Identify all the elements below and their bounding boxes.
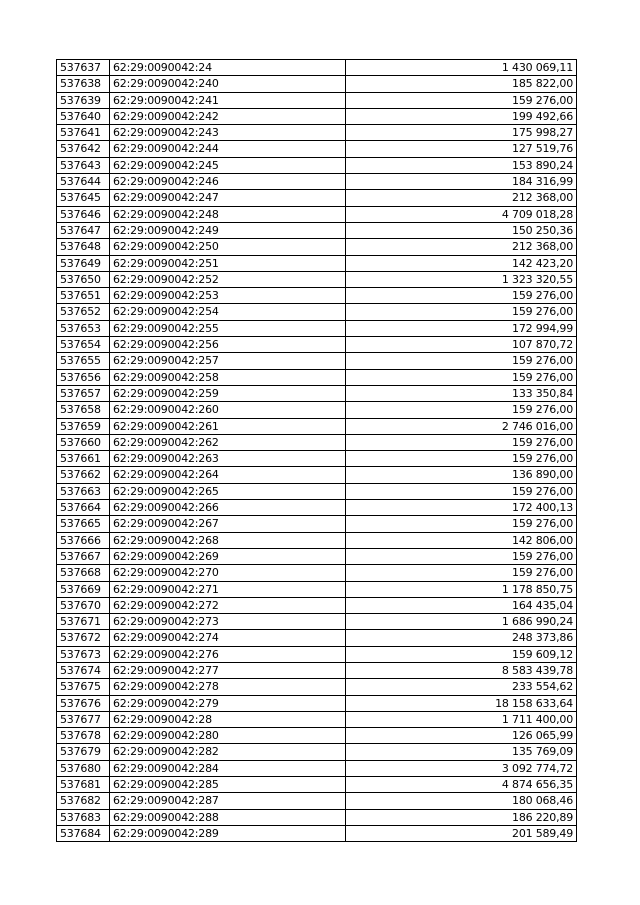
cadastral-number-cell: 62:29:0090042:279 (110, 695, 346, 711)
row-number-cell: 537668 (57, 565, 110, 581)
table-row (57, 728, 577, 744)
row-number-cell: 537643 (57, 157, 110, 173)
cadastral-value-cell: 233 554,62 (346, 679, 577, 695)
cadastral-number-cell: 62:29:0090042:256 (110, 337, 346, 353)
cadastral-value-cell: 133 350,84 (346, 385, 577, 401)
row-number-cell: 537640 (57, 108, 110, 124)
row-number-cell: 537645 (57, 190, 110, 206)
row-number-cell: 537665 (57, 516, 110, 532)
cadastral-value-cell: 248 373,86 (346, 630, 577, 646)
cadastral-number-cell: 62:29:0090042:265 (110, 483, 346, 499)
cadastral-value-table (56, 59, 577, 842)
row-number-cell: 537664 (57, 500, 110, 516)
row-number-cell: 537682 (57, 793, 110, 809)
cadastral-number-cell: 62:29:0090042:269 (110, 548, 346, 564)
cadastral-value-cell: 3 092 774,72 (346, 760, 577, 776)
cadastral-value-cell: 159 276,00 (346, 369, 577, 385)
table-row (57, 760, 577, 776)
row-number-cell: 537683 (57, 809, 110, 825)
table-row (57, 255, 577, 271)
row-number-cell: 537680 (57, 760, 110, 776)
row-number-cell: 537657 (57, 385, 110, 401)
cadastral-number-cell: 62:29:0090042:254 (110, 304, 346, 320)
cadastral-number-cell: 62:29:0090042:259 (110, 385, 346, 401)
cadastral-value-cell: 1 430 069,11 (346, 60, 577, 76)
row-number-cell: 537662 (57, 467, 110, 483)
table-row (57, 500, 577, 516)
cadastral-value-cell: 4 709 018,28 (346, 206, 577, 222)
table-row (57, 222, 577, 238)
cadastral-number-cell: 62:29:0090042:251 (110, 255, 346, 271)
row-number-cell: 537677 (57, 711, 110, 727)
cadastral-value-cell: 4 874 656,35 (346, 777, 577, 793)
table-row (57, 141, 577, 157)
cadastral-number-cell: 62:29:0090042:274 (110, 630, 346, 646)
cadastral-value-cell: 159 276,00 (346, 353, 577, 369)
cadastral-value-cell: 172 994,99 (346, 320, 577, 336)
cadastral-value-cell: 159 276,00 (346, 402, 577, 418)
cadastral-value-cell: 2 746 016,00 (346, 418, 577, 434)
row-number-cell: 537684 (57, 825, 110, 841)
cadastral-number-cell: 62:29:0090042:241 (110, 92, 346, 108)
table-row (57, 239, 577, 255)
table-row (57, 711, 577, 727)
table-row (57, 369, 577, 385)
table-row (57, 125, 577, 141)
cadastral-number-cell: 62:29:0090042:270 (110, 565, 346, 581)
cadastral-number-cell: 62:29:0090042:28 (110, 711, 346, 727)
cadastral-number-cell: 62:29:0090042:240 (110, 76, 346, 92)
table-row (57, 744, 577, 760)
table-row (57, 695, 577, 711)
table-row (57, 108, 577, 124)
row-number-cell: 537671 (57, 614, 110, 630)
cadastral-value-cell: 159 276,00 (346, 288, 577, 304)
cadastral-number-cell: 62:29:0090042:246 (110, 174, 346, 190)
row-number-cell: 537646 (57, 206, 110, 222)
cadastral-value-cell: 127 519,76 (346, 141, 577, 157)
cadastral-number-cell: 62:29:0090042:278 (110, 679, 346, 695)
cadastral-value-cell: 1 178 850,75 (346, 581, 577, 597)
table-row (57, 597, 577, 613)
row-number-cell: 537675 (57, 679, 110, 695)
table-row (57, 60, 577, 76)
table-row (57, 451, 577, 467)
row-number-cell: 537649 (57, 255, 110, 271)
cadastral-number-cell: 62:29:0090042:266 (110, 500, 346, 516)
table-row (57, 679, 577, 695)
row-number-cell: 537674 (57, 662, 110, 678)
row-number-cell: 537669 (57, 581, 110, 597)
cadastral-value-cell: 1 711 400,00 (346, 711, 577, 727)
row-number-cell: 537672 (57, 630, 110, 646)
table-row (57, 385, 577, 401)
row-number-cell: 537673 (57, 646, 110, 662)
cadastral-value-cell: 159 276,00 (346, 516, 577, 532)
cadastral-value-cell: 142 423,20 (346, 255, 577, 271)
cadastral-number-cell: 62:29:0090042:24 (110, 60, 346, 76)
row-number-cell: 537641 (57, 125, 110, 141)
table-row (57, 288, 577, 304)
cadastral-number-cell: 62:29:0090042:277 (110, 662, 346, 678)
cadastral-value-cell: 159 609,12 (346, 646, 577, 662)
row-number-cell: 537659 (57, 418, 110, 434)
row-number-cell: 537663 (57, 483, 110, 499)
table-row (57, 304, 577, 320)
cadastral-number-cell: 62:29:0090042:268 (110, 532, 346, 548)
table-row (57, 809, 577, 825)
row-number-cell: 537654 (57, 337, 110, 353)
table-row (57, 271, 577, 287)
cadastral-value-cell: 135 769,09 (346, 744, 577, 760)
cadastral-value-cell: 126 065,99 (346, 728, 577, 744)
table-row (57, 92, 577, 108)
cadastral-number-cell: 62:29:0090042:258 (110, 369, 346, 385)
cadastral-value-cell: 164 435,04 (346, 597, 577, 613)
row-number-cell: 537681 (57, 777, 110, 793)
cadastral-number-cell: 62:29:0090042:272 (110, 597, 346, 613)
cadastral-value-cell: 159 276,00 (346, 548, 577, 564)
cadastral-number-cell: 62:29:0090042:262 (110, 434, 346, 450)
cadastral-value-cell: 159 276,00 (346, 434, 577, 450)
cadastral-number-cell: 62:29:0090042:260 (110, 402, 346, 418)
cadastral-number-cell: 62:29:0090042:252 (110, 271, 346, 287)
table-body (57, 60, 577, 842)
table-row (57, 630, 577, 646)
cadastral-number-cell: 62:29:0090042:250 (110, 239, 346, 255)
table-row (57, 76, 577, 92)
table-row (57, 190, 577, 206)
cadastral-number-cell: 62:29:0090042:267 (110, 516, 346, 532)
cadastral-value-cell: 107 870,72 (346, 337, 577, 353)
row-number-cell: 537638 (57, 76, 110, 92)
row-number-cell: 537670 (57, 597, 110, 613)
table-row (57, 825, 577, 841)
table-row (57, 418, 577, 434)
cadastral-value-cell: 175 998,27 (346, 125, 577, 141)
row-number-cell: 537647 (57, 222, 110, 238)
cadastral-number-cell: 62:29:0090042:263 (110, 451, 346, 467)
cadastral-number-cell: 62:29:0090042:271 (110, 581, 346, 597)
table-row (57, 483, 577, 499)
row-number-cell: 537655 (57, 353, 110, 369)
cadastral-number-cell: 62:29:0090042:245 (110, 157, 346, 173)
row-number-cell: 537644 (57, 174, 110, 190)
cadastral-number-cell: 62:29:0090042:285 (110, 777, 346, 793)
cadastral-value-cell: 159 276,00 (346, 565, 577, 581)
row-number-cell: 537679 (57, 744, 110, 760)
cadastral-value-cell: 212 368,00 (346, 190, 577, 206)
cadastral-value-cell: 142 806,00 (346, 532, 577, 548)
cadastral-number-cell: 62:29:0090042:261 (110, 418, 346, 434)
cadastral-value-cell: 159 276,00 (346, 304, 577, 320)
cadastral-number-cell: 62:29:0090042:255 (110, 320, 346, 336)
table-row (57, 320, 577, 336)
table-row (57, 662, 577, 678)
row-number-cell: 537653 (57, 320, 110, 336)
row-number-cell: 537651 (57, 288, 110, 304)
cadastral-value-cell: 212 368,00 (346, 239, 577, 255)
cadastral-number-cell: 62:29:0090042:244 (110, 141, 346, 157)
cadastral-value-cell: 153 890,24 (346, 157, 577, 173)
cadastral-value-cell: 150 250,36 (346, 222, 577, 238)
cadastral-number-cell: 62:29:0090042:288 (110, 809, 346, 825)
cadastral-number-cell: 62:29:0090042:284 (110, 760, 346, 776)
cadastral-number-cell: 62:29:0090042:247 (110, 190, 346, 206)
row-number-cell: 537648 (57, 239, 110, 255)
table-row (57, 516, 577, 532)
row-number-cell: 537678 (57, 728, 110, 744)
table-row (57, 614, 577, 630)
cadastral-value-cell: 18 158 633,64 (346, 695, 577, 711)
cadastral-value-cell: 136 890,00 (346, 467, 577, 483)
row-number-cell: 537676 (57, 695, 110, 711)
row-number-cell: 537660 (57, 434, 110, 450)
cadastral-number-cell: 62:29:0090042:280 (110, 728, 346, 744)
row-number-cell: 537667 (57, 548, 110, 564)
cadastral-number-cell: 62:29:0090042:289 (110, 825, 346, 841)
table-row (57, 565, 577, 581)
table-row (57, 793, 577, 809)
cadastral-value-cell: 185 822,00 (346, 76, 577, 92)
cadastral-number-cell: 62:29:0090042:282 (110, 744, 346, 760)
table-row (57, 467, 577, 483)
cadastral-number-cell: 62:29:0090042:243 (110, 125, 346, 141)
row-number-cell: 537642 (57, 141, 110, 157)
table-row (57, 777, 577, 793)
cadastral-number-cell: 62:29:0090042:287 (110, 793, 346, 809)
cadastral-value-cell: 1 686 990,24 (346, 614, 577, 630)
row-number-cell: 537658 (57, 402, 110, 418)
table-row (57, 402, 577, 418)
row-number-cell: 537656 (57, 369, 110, 385)
cadastral-value-cell: 159 276,00 (346, 451, 577, 467)
cadastral-value-cell: 199 492,66 (346, 108, 577, 124)
table-row (57, 532, 577, 548)
cadastral-number-cell: 62:29:0090042:273 (110, 614, 346, 630)
cadastral-value-cell: 180 068,46 (346, 793, 577, 809)
cadastral-value-cell: 159 276,00 (346, 92, 577, 108)
cadastral-number-cell: 62:29:0090042:257 (110, 353, 346, 369)
cadastral-value-cell: 1 323 320,55 (346, 271, 577, 287)
cadastral-value-cell: 186 220,89 (346, 809, 577, 825)
table-row (57, 157, 577, 173)
cadastral-value-cell: 201 589,49 (346, 825, 577, 841)
table-row (57, 646, 577, 662)
table-row (57, 548, 577, 564)
row-number-cell: 537666 (57, 532, 110, 548)
cadastral-value-cell: 184 316,99 (346, 174, 577, 190)
cadastral-number-cell: 62:29:0090042:248 (110, 206, 346, 222)
row-number-cell: 537639 (57, 92, 110, 108)
cadastral-number-cell: 62:29:0090042:264 (110, 467, 346, 483)
table-row (57, 337, 577, 353)
table-row (57, 581, 577, 597)
row-number-cell: 537650 (57, 271, 110, 287)
table-row (57, 434, 577, 450)
row-number-cell: 537652 (57, 304, 110, 320)
cadastral-number-cell: 62:29:0090042:253 (110, 288, 346, 304)
cadastral-value-cell: 172 400,13 (346, 500, 577, 516)
table-row (57, 206, 577, 222)
row-number-cell: 537661 (57, 451, 110, 467)
cadastral-value-cell: 159 276,00 (346, 483, 577, 499)
cadastral-number-cell: 62:29:0090042:276 (110, 646, 346, 662)
cadastral-number-cell: 62:29:0090042:249 (110, 222, 346, 238)
table-row (57, 174, 577, 190)
table-row (57, 353, 577, 369)
cadastral-value-cell: 8 583 439,78 (346, 662, 577, 678)
cadastral-number-cell: 62:29:0090042:242 (110, 108, 346, 124)
row-number-cell: 537637 (57, 60, 110, 76)
